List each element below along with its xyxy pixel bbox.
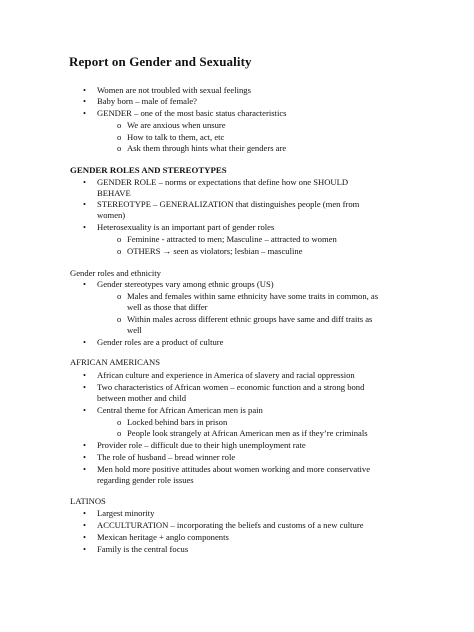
bullet-dot-icon: • [83,520,87,530]
bullet-dot-icon: • [83,405,87,415]
list-item: STEREOTYPE – GENERALIZATION that distinguishes people (men from [97,199,360,209]
sub-list-item: Feminine - attracted to men; Masculine – attracted to women [127,234,337,244]
list-item: ACCULTURATION – incorporating the beliefs and customs of a new culture [97,520,364,530]
section-heading: GENDER ROLES AND STEREOTYPES [70,165,227,175]
bullet-circle-icon: o [117,234,122,244]
bullet-circle-icon: o [117,417,122,427]
list-item: Provider role – difficult due to their high unemployment rate [97,440,306,450]
list-item-continuation: women) [97,210,126,220]
bullet-dot-icon: • [83,279,87,289]
list-item: Two characteristics of African women – economic function and a strong bond [97,382,365,392]
list-item: Largest minority [97,508,155,518]
bullet-dot-icon: • [83,337,87,347]
bullet-dot-icon: • [83,85,87,95]
bullet-dot-icon: • [83,382,87,392]
bullet-dot-icon: • [83,440,87,450]
sub-list-item: People look strangely at African American men as if they’re criminals [127,428,368,438]
bullet-dot-icon: • [83,222,87,232]
arrow-right-icon: → [162,246,172,256]
list-item: Gender roles are a product of culture [97,337,224,347]
bullet-circle-icon: o [117,428,122,438]
list-item: African culture and experience in America of slavery and racial oppression [97,370,355,380]
bullet-dot-icon: • [83,532,87,542]
section-heading: AFRICAN AMERICANS [70,357,161,367]
bullet-dot-icon: • [83,452,87,462]
others-description: seen as violators; lesbian – masculine [173,246,303,256]
list-item: GENDER ROLE – norms or expectations that define how one SHOULD [97,177,349,187]
others-label: OTHERS [127,246,161,256]
bullet-dot-icon: • [83,108,87,118]
sub-list-item: Ask them through hints what their genders are [127,143,287,153]
list-item: GENDER – one of the most basic status characteristics [97,108,287,118]
bullet-circle-icon: o [117,314,122,324]
bullet-dot-icon: • [83,199,87,209]
bullet-circle-icon: o [117,291,122,301]
sub-list-item: We are anxious when unsure [127,120,226,130]
section-heading: Gender roles and ethnicity [70,268,161,278]
sub-list-item [127,246,302,257]
bullet-dot-icon: • [83,370,87,380]
bullet-dot-icon: • [83,177,87,187]
list-item: The role of husband – bread winner role [97,452,236,462]
bullet-dot-icon: • [83,464,87,474]
bullet-circle-icon: o [117,120,122,130]
list-item-continuation: between mother and child [97,393,187,403]
list-item: Gender stereotypes vary among ethnic groups (US) [97,279,274,289]
list-item: Central theme for African American men is pain [97,405,263,415]
list-item: Heterosexuality is an important part of gender roles [97,222,275,232]
bullet-dot-icon: • [83,544,87,554]
bullet-circle-icon: o [117,132,122,142]
bullet-circle-icon: o [117,246,122,256]
sub-list-item: Males and females within same ethnicity have some traits in common, as [127,291,379,301]
sub-list-item-continuation: well as those that differ [127,302,208,312]
list-item: Men hold more positive attitudes about women working and more conservative [97,464,371,474]
bullet-circle-icon: o [117,143,122,153]
section-heading: LATINOS [70,496,106,506]
bullet-dot-icon: • [83,508,87,518]
sub-list-item: Within males across different ethnic groups have same and diff traits as [127,314,373,324]
bullet-dot-icon: • [83,96,87,106]
list-item-continuation: regarding gender role issues [97,475,194,485]
list-item: Baby born – male of female? [97,96,197,106]
sub-list-item: Locked behind bars in prison [127,417,228,427]
sub-list-item: How to talk to them, act, etc [127,132,225,142]
list-item: Family is the central focus [97,544,189,554]
sub-list-item-continuation: well [127,325,142,335]
list-item-continuation: BEHAVE [97,188,131,198]
list-item: Mexican heritage + anglo components [97,532,229,542]
document-title: Report on Gender and Sexuality [69,54,252,69]
list-item: Women are not troubled with sexual feelings [97,85,251,95]
